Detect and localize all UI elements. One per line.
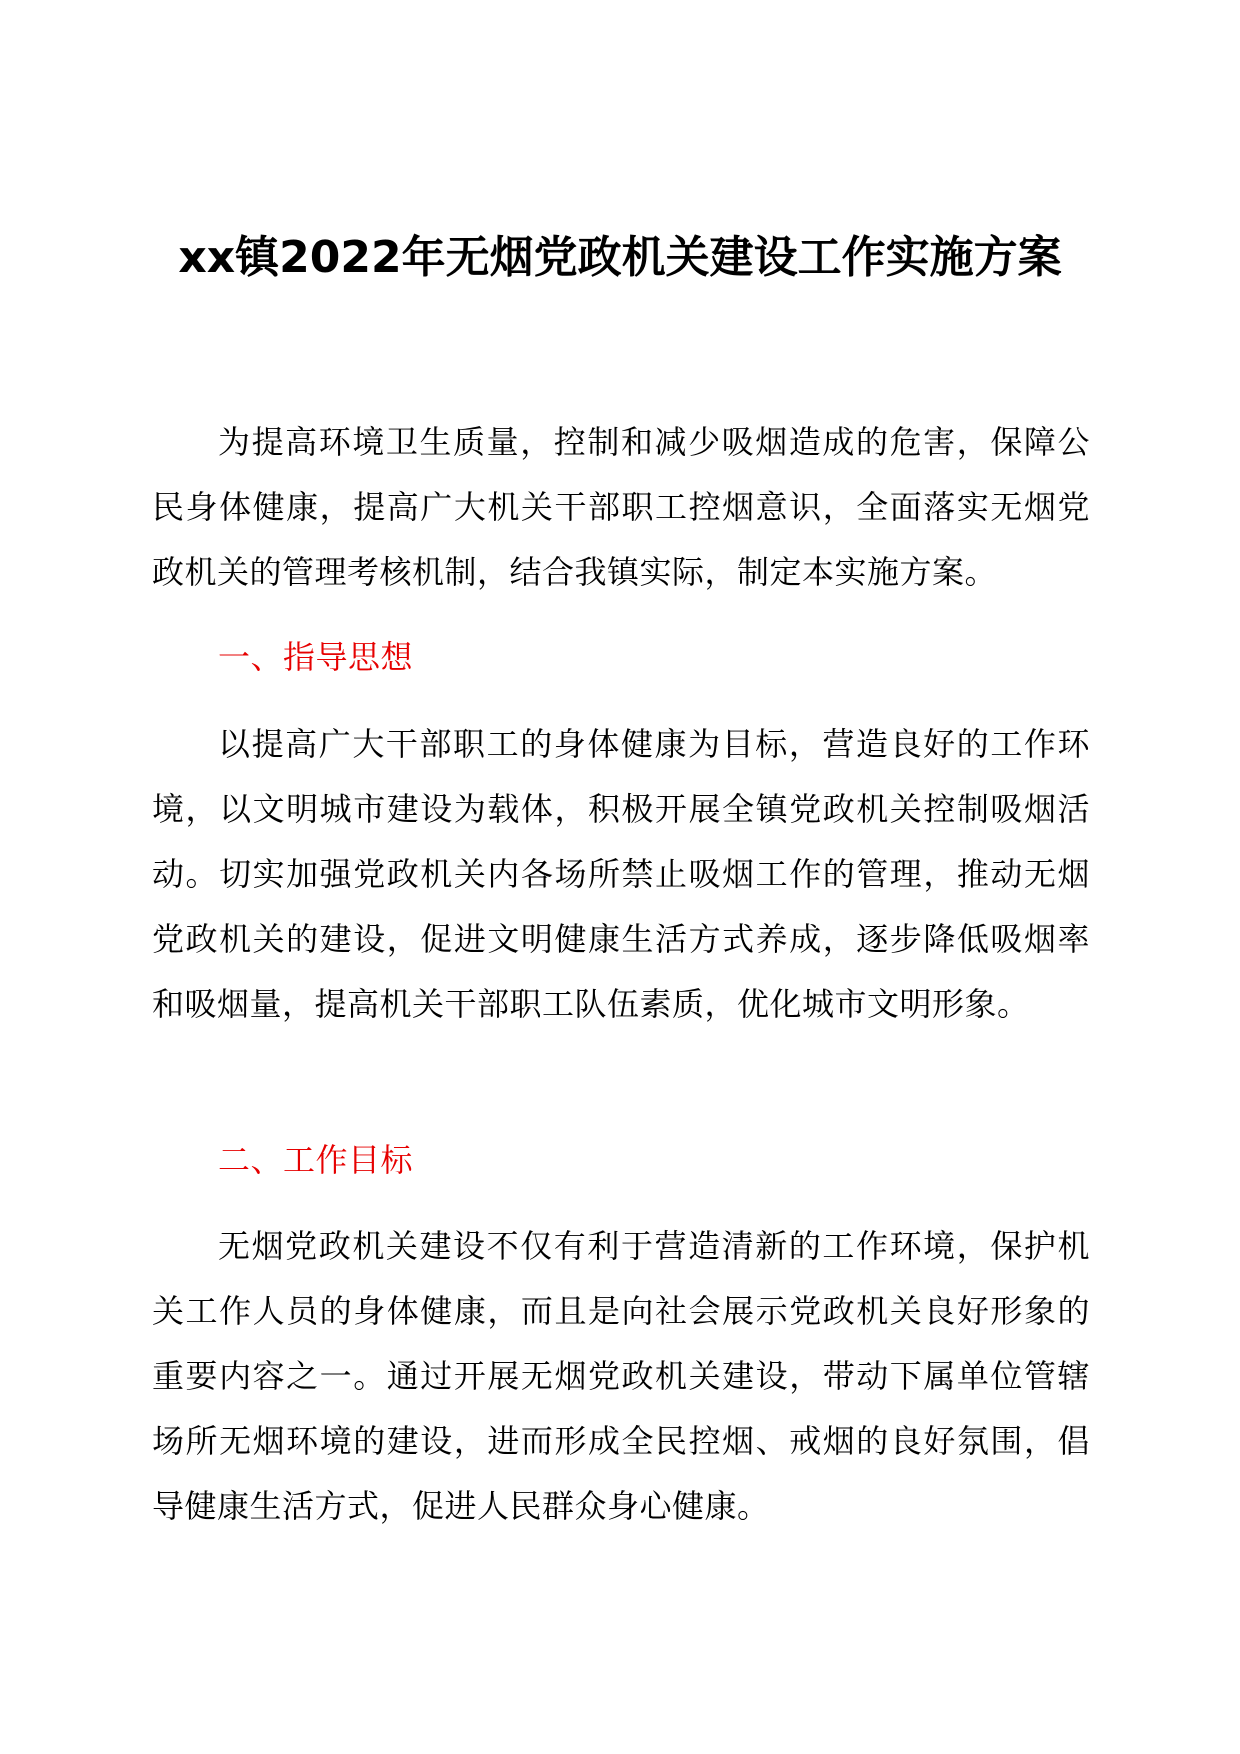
section-body-guiding-thought: 以提高广大干部职工的身体健康为目标，营造良好的工作环境，以文明城市建设为载体，积极开展全镇党政机关控制吸烟活动。切实加强党政机关内各场所禁止吸烟工作的管理，推动无烟党政机关的建设，促进文明健康生活方式养成，逐步降低吸烟率和吸烟量，提高机关干部职工队伍素质，优化城市文明形象。 [152,725,1090,1023]
section-body-work-goals: 无烟党政机关建设不仅有利于营造清新的工作环境，保护机关工作人员的身体健康，而且是向社会展示党政机关良好形象的重要内容之一。通过开展无烟党政机关建设，带动下属单位管辖场所无烟环境的建设，进而形成全民控烟、戒烟的良好氛围，倡导健康生活方式，促进人民群众身心健康。 [152,1227,1090,1525]
section-heading-work-goals: 二、工作目标 [218,1141,414,1179]
document-title: xx镇2022年无烟党政机关建设工作实施方案 [178,232,1062,283]
intro-paragraph: 为提高环境卫生质量，控制和减少吸烟造成的危害，保障公民身体健康，提高广大机关干部职工控烟意识，全面落实无烟党政机关的管理考核机制，结合我镇实际，制定本实施方案。 [152,423,1090,591]
section-heading-guiding-thought: 一、指导思想 [218,638,414,676]
